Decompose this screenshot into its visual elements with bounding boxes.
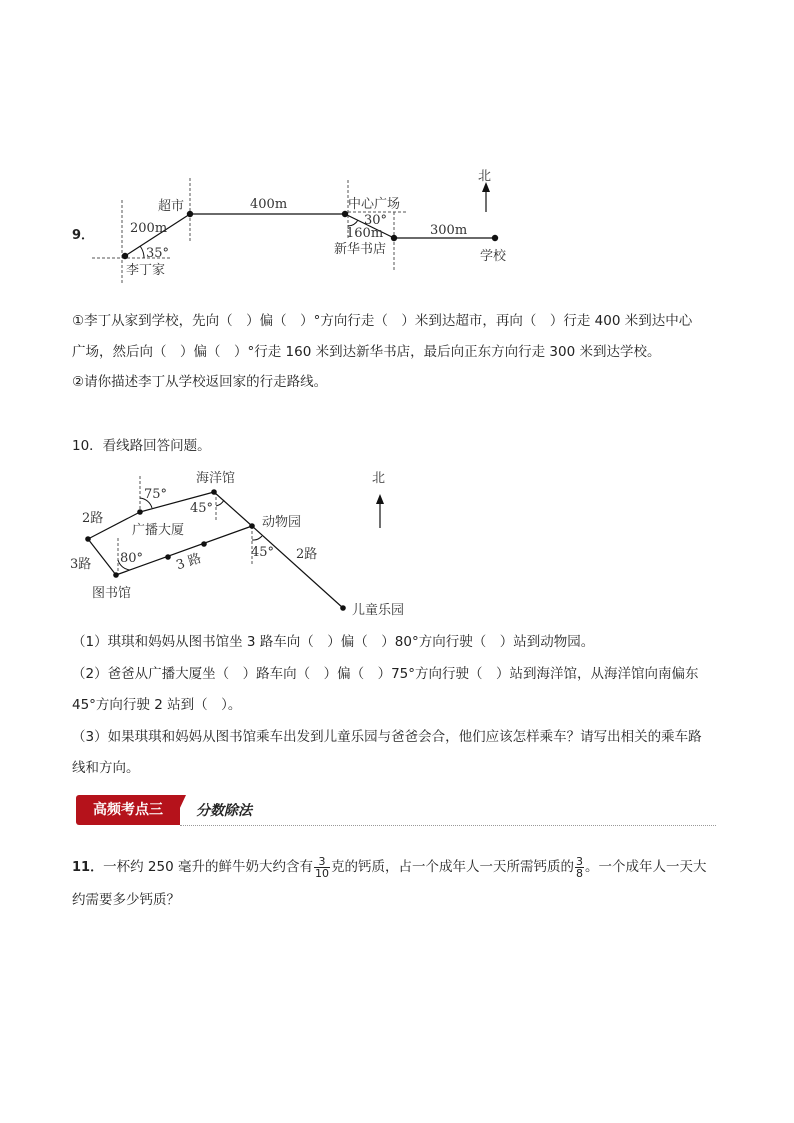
q9-label-store: 新华书店 (334, 242, 387, 257)
q10-label-dongwu: 动物园 (262, 515, 302, 530)
q10-angle-45b-arc (252, 536, 262, 540)
q10-label-75deg: 75° (144, 487, 168, 502)
q9-label-market: 超市 (158, 199, 185, 214)
q10-label-haiyang: 海洋馆 (196, 471, 236, 486)
q11-fraction-2-numerator: 3 (575, 854, 583, 868)
q10-node-stop-1 (165, 554, 171, 560)
q10-angle-45a-arc (216, 500, 224, 506)
q9-label-school: 学校 (480, 249, 507, 264)
q10-label-north: 北 (372, 471, 386, 486)
q10-label-route-3-b: 3 路 (174, 551, 204, 574)
q10-label-guangbo: 广播大厦 (132, 523, 185, 538)
q11-fraction-1 (314, 856, 330, 879)
q9-node-market (187, 211, 193, 217)
q10-node-ertong (340, 605, 346, 611)
q10-label-route-2-a: 2路 (82, 511, 104, 526)
q9-node-home (122, 253, 128, 259)
q9-label-300m: 300m (430, 223, 468, 238)
q9-text-line-2: 广场，然后向（ ）偏（ ）°行走 160 米到达新华书店，最后向正东方向行走 300 米到达学校。 (72, 344, 661, 360)
q9-node-store (391, 235, 397, 241)
q10-node-dongwu (249, 523, 255, 529)
q10-part-2-line-a: （2）爸爸从广播大厦坐（ ）路车向（ ）偏（ ）75°方向行驶（ ）站到海洋馆，从海洋馆向南偏东 (72, 666, 699, 682)
q9-route-diagram (80, 160, 540, 290)
q10-route-haiyang-dongwu (214, 492, 252, 526)
q10-label-45deg-b: 45° (251, 545, 275, 560)
q11-fraction-2 (575, 856, 584, 879)
q10-bus-route-diagram (68, 462, 488, 624)
section-banner (76, 795, 716, 829)
q9-text-line-1: ①李丁从家到学校，先向（ ）偏（ ）°方向行走（ ）米到达超市，再向（ ）行走 400 米到达中心 (72, 313, 693, 329)
q9-text-line-3: ②请你描述李丁从学校返回家的行走路线。 (72, 374, 328, 390)
q11-text-part-1: 一杯约 250 毫升的鲜牛奶大约含有 (103, 859, 313, 875)
q10-part-3-line-a: （3）如果琪琪和妈妈从图书馆乘车出发到儿童乐园与爸爸会合，他们应该怎样乘车？请写出相关的乘车路 (72, 729, 702, 745)
q10-route-2-lower (252, 526, 343, 608)
q11-text-part-3: 。一个成年人一天大 (584, 859, 707, 875)
q10-label-tushu: 图书馆 (92, 586, 132, 601)
q10-part-3-line-b: 线和方向。 (72, 760, 140, 776)
q10-label-80deg: 80° (120, 551, 144, 566)
q9-label-400m: 400m (250, 197, 288, 212)
q10-node-guangbo (137, 509, 143, 515)
q10-label-route-3-a: 3路 (70, 557, 92, 572)
q10-node-left (85, 536, 91, 542)
q9-label-north: 北 (478, 169, 492, 184)
q11-text-line-2: 约需要多少钙质？ (72, 892, 180, 908)
question-11-number: 11． (72, 860, 104, 875)
section-banner-label: 高频考点三 (76, 795, 180, 825)
q9-label-home: 李丁家 (126, 263, 166, 278)
section-banner-divider (180, 825, 716, 826)
q10-node-tushu (113, 572, 119, 578)
q11-text-line-1 (72, 854, 706, 881)
q9-label-35deg: 35° (146, 246, 170, 261)
q10-part-2-line-b: 45°方向行驶 2 站到（ ）。 (72, 697, 242, 713)
q10-node-stop-2 (201, 541, 207, 547)
q10-label-45deg-a: 45° (190, 501, 214, 516)
q10-label-route-2-b: 2路 (296, 547, 318, 562)
q10-part-1: （1）琪琪和妈妈从图书馆坐 3 路车向（ ）偏（ ）80°方向行驶（ ）站到动物园。 (72, 634, 595, 650)
q9-node-school (492, 235, 498, 241)
q11-fraction-1-denominator: 10 (314, 866, 329, 880)
q9-label-30deg: 30° (364, 213, 388, 228)
q10-north-arrow-icon (376, 494, 384, 504)
q9-angle-35-arc (140, 246, 144, 258)
section-banner-subtitle: 分数除法 (196, 803, 252, 819)
q10-route-3-left (88, 539, 116, 575)
q11-fraction-1-numerator: 3 (314, 856, 330, 868)
q10-node-haiyang (211, 489, 217, 495)
q10-label-ertong: 儿童乐园 (352, 603, 405, 618)
q11-text-part-2: 克的钙质，占一个成年人一天所需钙质的 (330, 859, 574, 875)
q9-label-200m: 200m (130, 221, 168, 236)
q9-label-160m: 160m (346, 226, 384, 241)
question-10-title: 10．看线路回答问题。 (72, 438, 211, 454)
q11-fraction-2-denominator: 8 (575, 866, 583, 880)
q9-label-plaza: 中心广场 (348, 197, 401, 212)
question-9-number: 9． (72, 228, 95, 243)
